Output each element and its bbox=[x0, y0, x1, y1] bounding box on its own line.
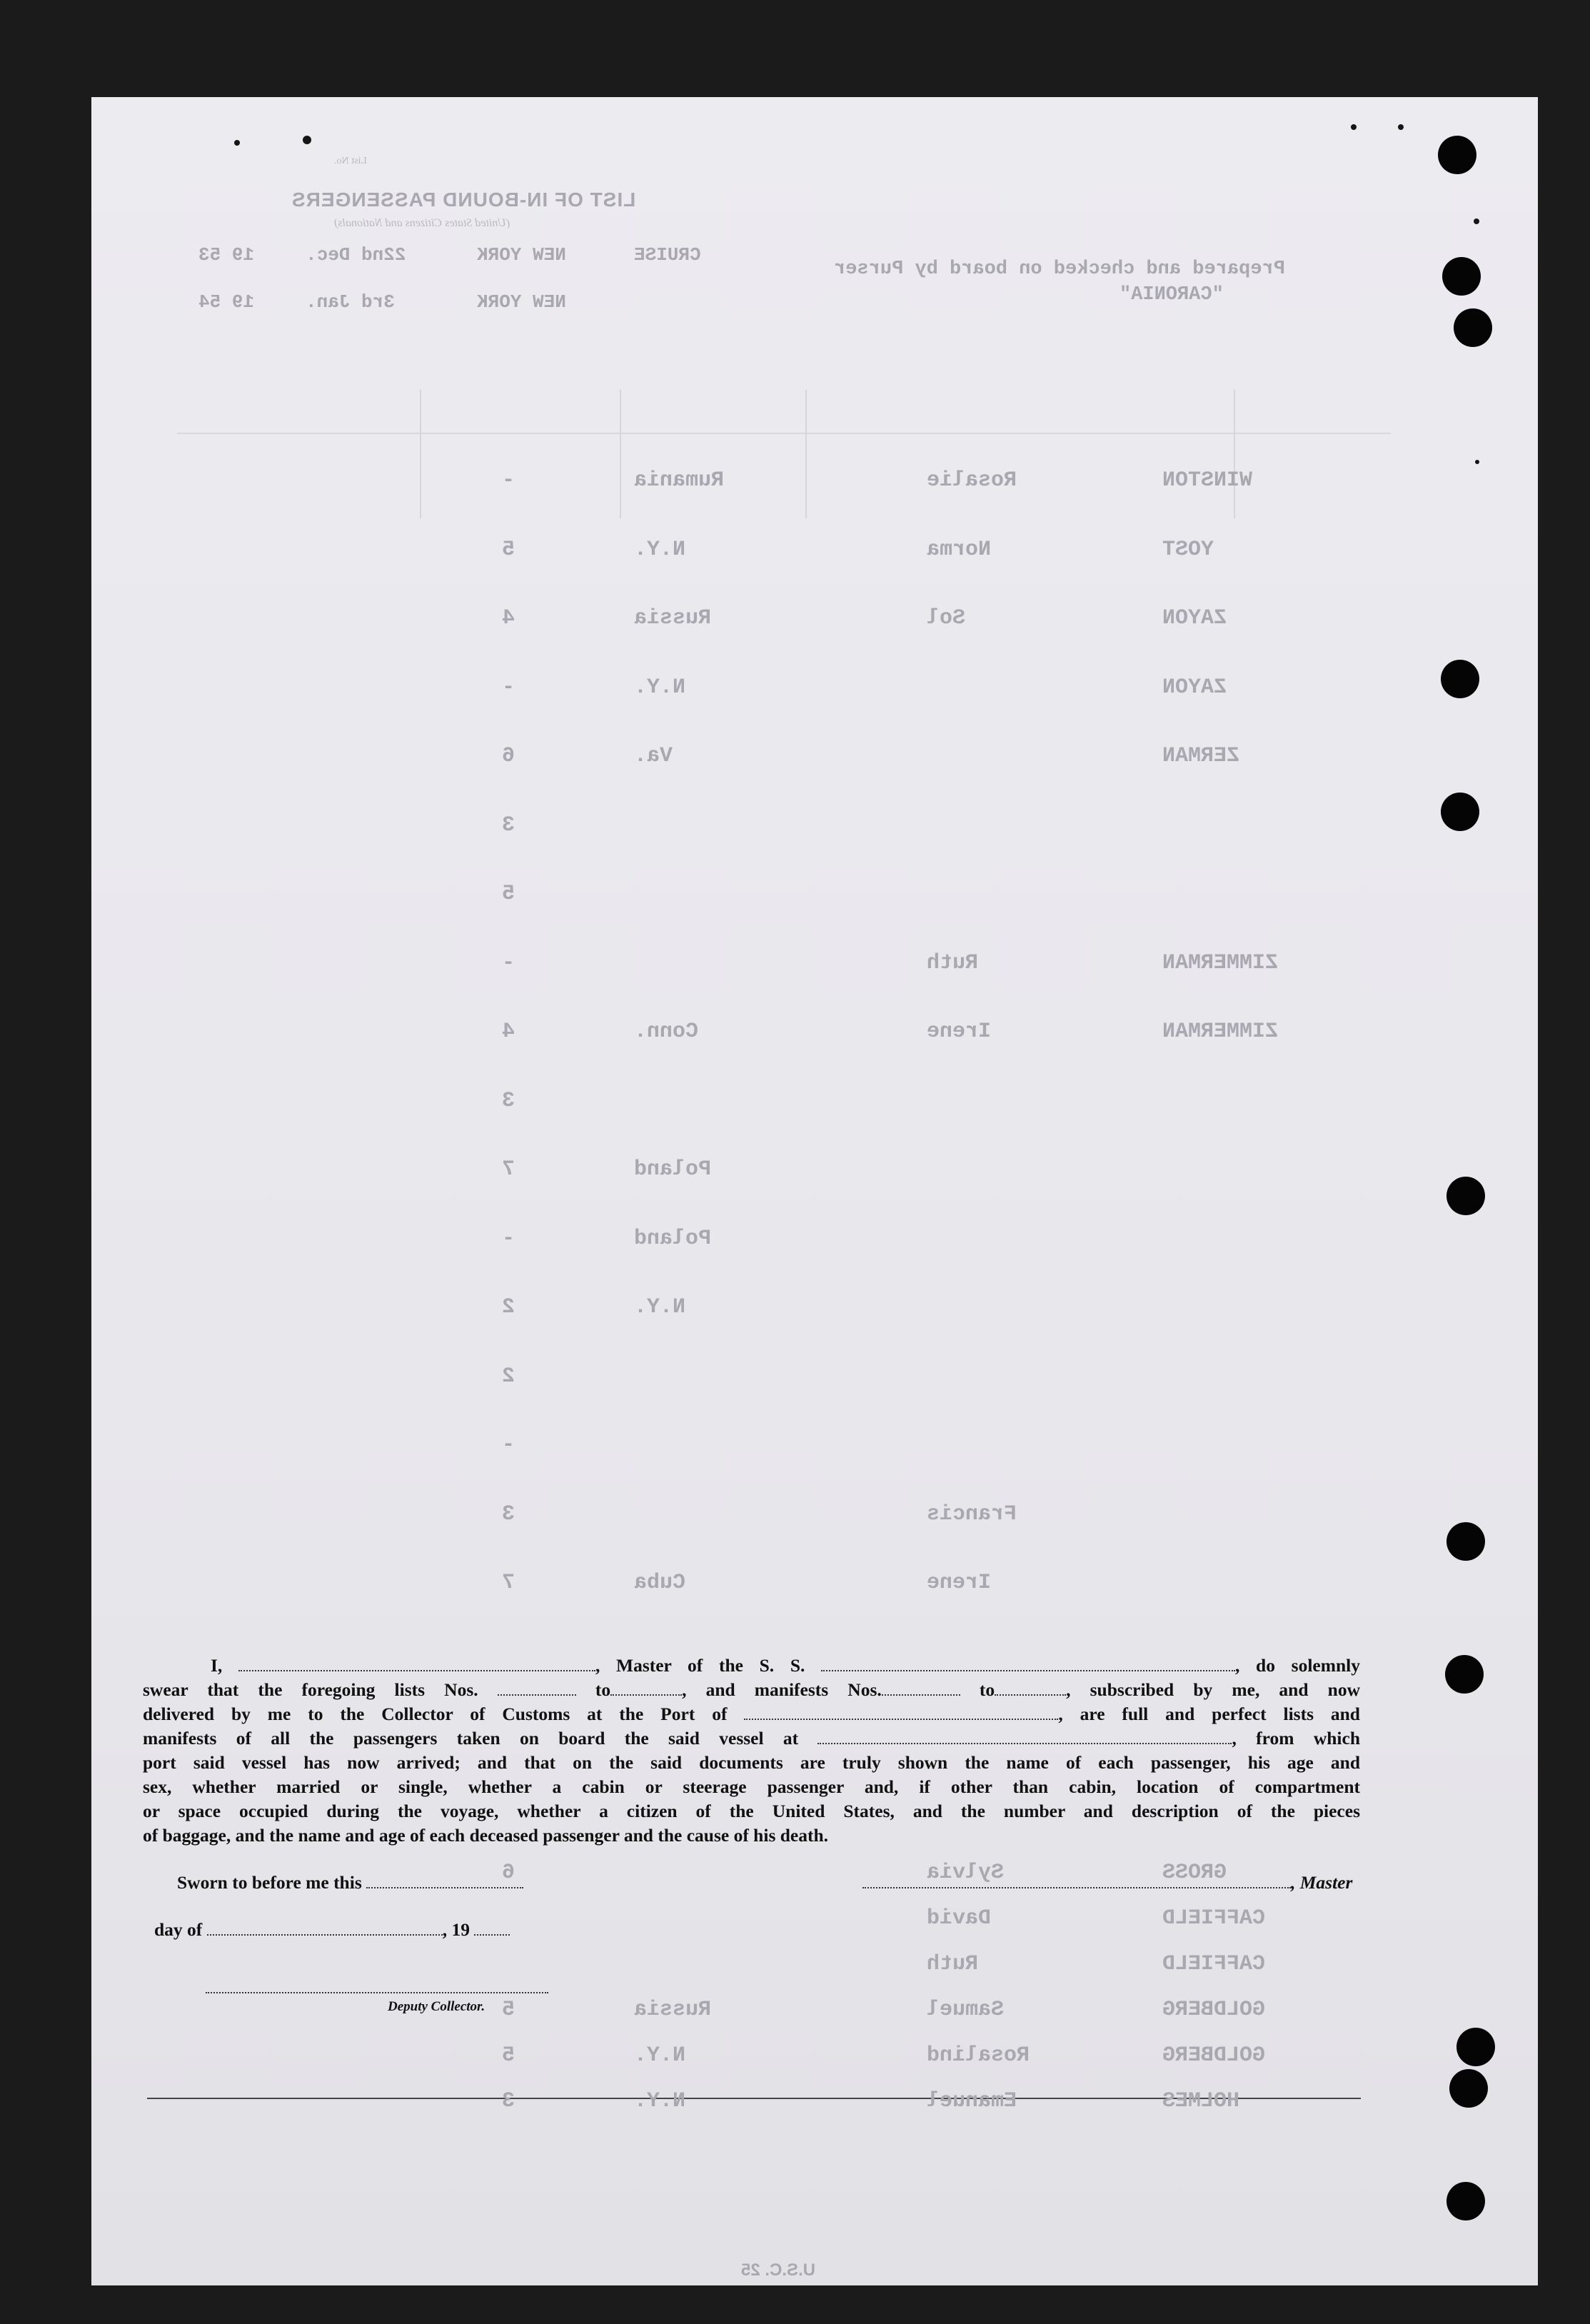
oath-text: , Master of the S. S. bbox=[595, 1655, 805, 1676]
typed-year1: 19 53 bbox=[198, 244, 255, 266]
passenger-place: Va. bbox=[634, 744, 673, 768]
oath-text: delivered by me to the Collector of Customs at the Port of bbox=[143, 1704, 728, 1724]
punch-hole bbox=[1446, 1177, 1485, 1215]
passenger-given: Francis bbox=[927, 1501, 1017, 1526]
punch-hole bbox=[1446, 1522, 1485, 1561]
punch-hole bbox=[1449, 2069, 1488, 2108]
passenger-given: Emanuel bbox=[927, 2089, 1017, 2113]
passenger-place: Conn. bbox=[634, 1020, 699, 1044]
passenger-count: 2 bbox=[502, 1295, 515, 1319]
column-rule bbox=[805, 390, 807, 518]
passenger-surname: CAFFIELD bbox=[1162, 1952, 1266, 1976]
passenger-given: Irene bbox=[927, 1571, 992, 1595]
passenger-surname: GOLDBERG bbox=[1162, 1998, 1266, 2022]
passenger-place: N.Y. bbox=[634, 2089, 686, 2113]
form-number: U.S.C. 25 bbox=[741, 2260, 816, 2280]
passenger-given: Norma bbox=[927, 537, 992, 562]
oath-text: I, bbox=[211, 1655, 223, 1676]
oath-text: to bbox=[595, 1679, 611, 1700]
speck bbox=[303, 136, 311, 144]
oath-text: , are full and perfect lists and bbox=[1058, 1704, 1360, 1724]
list-no-label: List No. bbox=[334, 156, 367, 166]
deputy-collector-label: Deputy Collector. bbox=[388, 1999, 485, 2014]
passenger-place: Rumania bbox=[634, 468, 725, 493]
speck bbox=[1351, 124, 1357, 130]
passenger-place: N.Y. bbox=[634, 675, 686, 700]
header-subtitle: (United States Citizens and Nationals) bbox=[334, 217, 510, 229]
passenger-given: Sylvia bbox=[927, 1861, 1005, 1885]
passenger-surname: GROSS bbox=[1162, 1861, 1227, 1885]
passenger-count: 3 bbox=[502, 2089, 515, 2113]
passenger-surname: YOST bbox=[1162, 537, 1214, 562]
speck bbox=[1475, 460, 1479, 464]
speck bbox=[1474, 218, 1479, 224]
punch-hole bbox=[1441, 793, 1479, 831]
oath-text: , and manifests Nos. bbox=[682, 1679, 882, 1700]
passenger-surname: HOLMES bbox=[1162, 2089, 1240, 2113]
punch-hole bbox=[1441, 660, 1479, 698]
column-rule bbox=[1234, 390, 1235, 518]
oath-statement bbox=[143, 1654, 1360, 1848]
passenger-count: 5 bbox=[502, 1998, 515, 2022]
passenger-count: 4 bbox=[502, 1020, 515, 1044]
passenger-count: 7 bbox=[502, 1571, 515, 1595]
document-page bbox=[91, 97, 1538, 2285]
oath-text: port said vessel has now arrived; and that on the said documents are truly shown the name of each passenger, his age and bbox=[143, 1752, 1360, 1773]
punch-hole bbox=[1456, 2028, 1495, 2066]
passenger-count: 3 bbox=[502, 1501, 515, 1526]
oath-text: sex, whether married or single, whether a cabin or steerage passenger and, if other than cabin, location of compartment bbox=[143, 1776, 1360, 1797]
header-title: LIST OF IN-BOUND PASSENGERS bbox=[291, 188, 636, 211]
passenger-count: 4 bbox=[502, 606, 515, 630]
oath-text: swear that the foregoing lists Nos. bbox=[143, 1679, 478, 1700]
passenger-place: N.Y. bbox=[634, 2043, 686, 2068]
punch-hole bbox=[1438, 136, 1476, 174]
passenger-count: - bbox=[502, 468, 515, 493]
passenger-given: Sol bbox=[927, 606, 966, 630]
passenger-place: Russia bbox=[634, 1998, 712, 2022]
passenger-count: 6 bbox=[502, 744, 515, 768]
prepared-by-text: Prepared and checked on board by Purser bbox=[834, 258, 1285, 280]
punch-hole bbox=[1454, 308, 1492, 347]
ship-name: "CARONIA" bbox=[1119, 284, 1224, 306]
typed-port: NEW YORK bbox=[477, 291, 566, 313]
oath-text: , subscribed by me, and now bbox=[1066, 1679, 1360, 1700]
day-of-line: day of , 19 bbox=[154, 1919, 510, 1941]
passenger-count: 5 bbox=[502, 882, 515, 906]
typed-cruise: CRUISE bbox=[634, 244, 701, 266]
passenger-place: Poland bbox=[634, 1226, 712, 1251]
speck bbox=[1398, 124, 1404, 130]
passenger-surname: ZIMMERMAN bbox=[1162, 1020, 1279, 1044]
passenger-place: N.Y. bbox=[634, 1295, 686, 1319]
column-rule bbox=[420, 390, 421, 518]
sworn-line: Sworn to before me this bbox=[177, 1872, 523, 1893]
passenger-surname: ZAYON bbox=[1162, 675, 1227, 700]
passenger-given: David bbox=[927, 1906, 992, 1931]
oath-text: manifests of all the passengers taken on board the said vessel at bbox=[143, 1728, 799, 1749]
oath-text: of baggage, and the name and age of each deceased passenger and the cause of his death. bbox=[143, 1825, 829, 1846]
punch-hole bbox=[1446, 2182, 1485, 2220]
oath-text: , do solemnly bbox=[1235, 1655, 1360, 1676]
punch-hole bbox=[1442, 257, 1481, 296]
passenger-place: Cuba bbox=[634, 1571, 686, 1595]
passenger-surname: GOLDBERG bbox=[1162, 2043, 1266, 2068]
passenger-count: 3 bbox=[502, 1088, 515, 1113]
passenger-count: - bbox=[502, 1433, 515, 1457]
passenger-place: Poland bbox=[634, 1157, 712, 1182]
passenger-given: Samuel bbox=[927, 1998, 1005, 2022]
passenger-count: - bbox=[502, 950, 515, 975]
passenger-place: N.Y. bbox=[634, 537, 686, 562]
passenger-count: 6 bbox=[502, 1861, 515, 1885]
passenger-given: Ruth bbox=[927, 1952, 979, 1976]
speck bbox=[234, 140, 240, 146]
master-signature-line: , Master bbox=[862, 1872, 1352, 1893]
passenger-given: Rosalind bbox=[927, 2043, 1030, 2068]
passenger-surname: ZIMMERMAN bbox=[1162, 950, 1279, 975]
header-rule bbox=[177, 433, 1391, 434]
typed-date1: 22nd Dec. bbox=[306, 244, 406, 266]
passenger-count: 5 bbox=[502, 537, 515, 562]
typed-from: NEW YORK bbox=[477, 244, 566, 266]
column-rule bbox=[620, 390, 621, 518]
passenger-given: Irene bbox=[927, 1020, 992, 1044]
passenger-count: 3 bbox=[502, 813, 515, 837]
passenger-given: Ruth bbox=[927, 950, 979, 975]
passenger-count: 2 bbox=[502, 1364, 515, 1389]
passenger-count: - bbox=[502, 675, 515, 700]
passenger-place: Russia bbox=[634, 606, 712, 630]
deputy-signature-rule bbox=[206, 1992, 548, 1993]
passenger-surname: CAFFIELD bbox=[1162, 1906, 1266, 1931]
typed-year2: 19 54 bbox=[198, 291, 255, 313]
oath-text: or space occupied during the voyage, whether a citizen of the United States, and the number and description of the pieces bbox=[143, 1801, 1360, 1821]
passenger-surname: ZERMAN bbox=[1162, 744, 1240, 768]
passenger-count: - bbox=[502, 1226, 515, 1251]
passenger-given: Rosalie bbox=[927, 468, 1017, 493]
typed-date2: 3rd Jan. bbox=[306, 291, 395, 313]
passenger-surname: WINSTON bbox=[1162, 468, 1253, 493]
passenger-count: 5 bbox=[502, 2043, 515, 2068]
oath-text: to bbox=[979, 1679, 995, 1700]
passenger-count: 7 bbox=[502, 1157, 515, 1182]
punch-hole bbox=[1445, 1655, 1484, 1694]
oath-text: , from which bbox=[1232, 1728, 1360, 1749]
passenger-surname: ZAYON bbox=[1162, 606, 1227, 630]
